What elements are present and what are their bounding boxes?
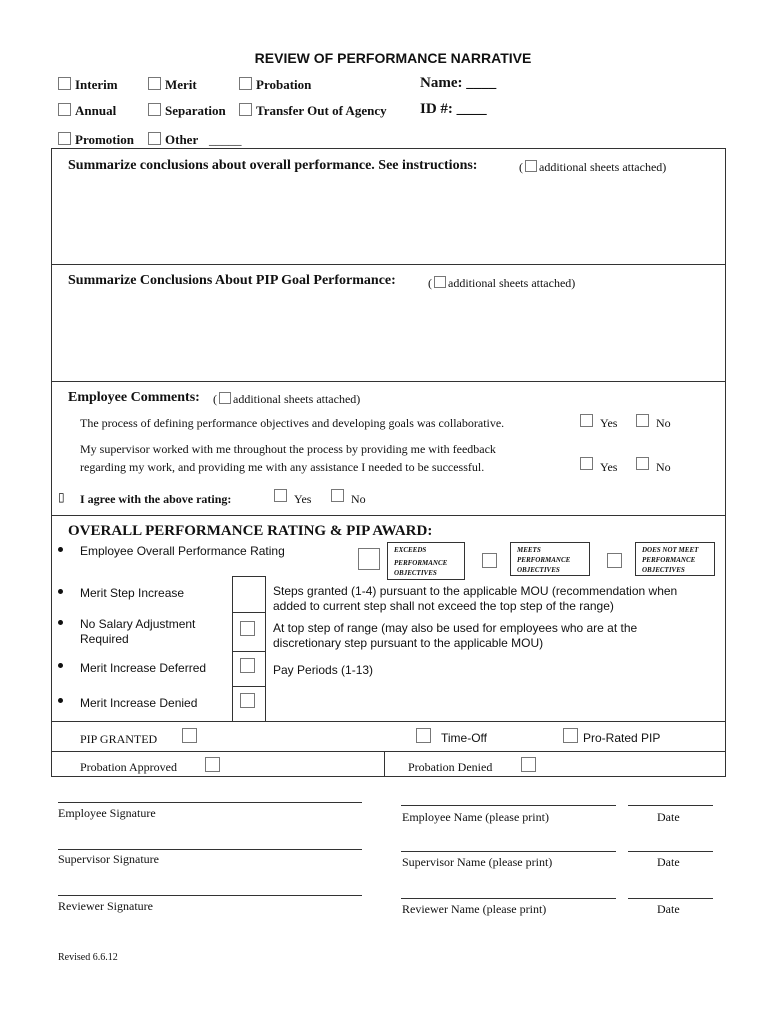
name-field[interactable]: Name: ____ (420, 75, 497, 91)
meets-checkbox[interactable] (482, 553, 497, 568)
q2-yes-checkbox[interactable] (580, 457, 593, 470)
no-salary-label-line1: No Salary Adjustment (80, 617, 196, 631)
probation-approved-label: Probation Approved (80, 760, 177, 774)
page-title: REVIEW OF PERFORMANCE NARRATIVE (254, 50, 532, 66)
supervisor-name-line[interactable] (401, 851, 616, 852)
comments-attached-label: additional sheets attached) (233, 392, 361, 406)
separation-checkbox[interactable] (148, 103, 161, 116)
reviewer-signature-line[interactable] (58, 895, 362, 896)
pro-rated-checkbox[interactable] (563, 728, 578, 743)
promotion-checkbox[interactable] (58, 132, 71, 145)
overall-rating-heading: OVERALL PERFORMANCE RATING & PIP AWARD: (68, 523, 433, 539)
pip-table-vdivider (384, 751, 385, 777)
exceeds-checkbox[interactable] (358, 548, 380, 570)
probation-denied-label: Probation Denied (408, 760, 493, 774)
section2-paren: ( (428, 276, 432, 290)
interim-checkbox[interactable] (58, 77, 71, 90)
section1-attached-checkbox[interactable] (525, 160, 537, 172)
separation-label: Separation (165, 103, 226, 118)
q1-yes-label: Yes (600, 416, 618, 430)
employee-signature-label: Employee Signature (58, 806, 156, 820)
q1-no-label: No (656, 416, 671, 430)
denied-label: Merit Increase Denied (80, 696, 198, 710)
supervisor-signature-line[interactable] (58, 849, 362, 850)
grid-row-line-1 (232, 612, 266, 613)
promotion-label: Promotion (75, 132, 134, 147)
does-not-meet-checkbox[interactable] (607, 553, 622, 568)
steps-granted-line2: added to current step shall not exceed the top step of the range) (273, 599, 614, 613)
pip-granted-label: PIP GRANTED (80, 732, 158, 746)
agree-yes-checkbox[interactable] (274, 489, 287, 502)
probation-approved-checkbox[interactable] (205, 757, 220, 772)
section2-attached-label: additional sheets attached) (448, 276, 576, 290)
deferred-label: Merit Increase Deferred (80, 661, 207, 675)
probation-label: Probation (256, 77, 312, 92)
bullet-icon (58, 547, 63, 552)
top-step-line1: At top step of range (may also be used for employees who are at the (273, 621, 638, 635)
pip-table-divider (51, 751, 726, 752)
no-salary-checkbox[interactable] (240, 621, 255, 636)
question-supervisor-line1: My supervisor worked with me throughout the process by providing me with feedback (80, 442, 496, 456)
pay-periods-label: Pay Periods (1-13) (273, 663, 374, 677)
agree-yes-label: Yes (294, 492, 312, 506)
deferred-checkbox[interactable] (240, 658, 255, 673)
employee-signature-line[interactable] (58, 802, 362, 803)
bullet-icon (58, 620, 63, 625)
section1-divider (51, 264, 726, 265)
form-left-border (51, 148, 52, 721)
employee-date-line[interactable] (628, 805, 713, 806)
exceeds-rating-box (387, 542, 465, 580)
overall-conclusions-heading: Summarize conclusions about overall performance. See instructions: (68, 158, 478, 173)
q2-no-label: No (656, 460, 671, 474)
merit-checkbox[interactable] (148, 77, 161, 90)
pro-rated-label: Pro-Rated PIP (583, 731, 661, 745)
reviewer-name-line[interactable] (401, 898, 616, 899)
reviewer-name-label: Reviewer Name (please print) (402, 902, 547, 916)
steps-granted-line1: Steps granted (1-4) pursuant to the applicable MOU (recommendation when (273, 584, 678, 598)
reviewer-date-line[interactable] (628, 898, 713, 899)
reviewer-signature-label: Reviewer Signature (58, 899, 153, 913)
question-supervisor-line2: regarding my work, and providing me with any assistance I needed to be successful. (80, 460, 485, 474)
pip-granted-checkbox[interactable] (182, 728, 197, 743)
time-off-label: Time-Off (441, 731, 488, 745)
merit-label: Merit (165, 77, 197, 92)
revision-note: Revised 6.6.12 (58, 952, 118, 963)
time-off-checkbox[interactable] (416, 728, 431, 743)
supervisor-date-line[interactable] (628, 851, 713, 852)
does-not-meet-rating-box (635, 542, 715, 576)
supervisor-name-label: Supervisor Name (please print) (402, 855, 553, 869)
bullet-icon (58, 698, 63, 703)
annual-label: Annual (75, 103, 117, 118)
pip-conclusions-heading: Summarize Conclusions About PIP Goal Performance: (68, 273, 396, 288)
transfer-checkbox[interactable] (239, 103, 252, 116)
employee-comments-heading: Employee Comments: (68, 390, 200, 405)
agree-rating-label: I agree with the above rating: (80, 492, 232, 506)
agree-marker-icon: ▯ (58, 490, 65, 504)
probation-checkbox[interactable] (239, 77, 252, 90)
employee-date-label: Date (657, 810, 680, 824)
notmeet-line2: PERFORMANCE (642, 556, 696, 564)
section2-attached-checkbox[interactable] (434, 276, 446, 288)
exceeds-line1: EXCEEDS (394, 546, 427, 554)
section2-divider (51, 381, 726, 382)
annual-checkbox[interactable] (58, 103, 71, 116)
comments-attached-checkbox[interactable] (219, 392, 231, 404)
transfer-label: Transfer Out of Agency (256, 103, 387, 118)
q1-yes-checkbox[interactable] (580, 414, 593, 427)
supervisor-date-label: Date (657, 855, 680, 869)
form-right-border (725, 148, 726, 721)
notmeet-line3: OBJECTIVES (642, 566, 685, 574)
meets-line2: PERFORMANCE (517, 556, 571, 564)
grid-row-line-3 (232, 686, 266, 687)
q1-no-checkbox[interactable] (636, 414, 649, 427)
exceeds-line2: PERFORMANCE (394, 559, 448, 567)
question-collaborative: The process of defining performance objectives and developing goals was collaborative. (80, 416, 505, 430)
notmeet-line1: DOES NOT MEET (642, 546, 699, 554)
q2-no-checkbox[interactable] (636, 457, 649, 470)
bullet-icon (58, 589, 63, 594)
other-blank[interactable]: _____ (209, 132, 242, 147)
agree-no-checkbox[interactable] (331, 489, 344, 502)
supervisor-signature-label: Supervisor Signature (58, 852, 159, 866)
q2-yes-label: Yes (600, 460, 618, 474)
comments-divider (51, 515, 726, 516)
meets-rating-box (510, 542, 590, 576)
id-field[interactable]: ID #: ____ (420, 101, 487, 117)
comments-paren: ( (213, 392, 217, 406)
grid-row-line-2 (232, 651, 266, 652)
meets-line3: OBJECTIVES (517, 566, 560, 574)
other-checkbox[interactable] (148, 132, 161, 145)
meets-line1: MEETS (517, 546, 541, 554)
agree-no-label: No (351, 492, 366, 506)
employee-name-line[interactable] (401, 805, 616, 806)
denied-checkbox[interactable] (240, 693, 255, 708)
other-label: Other (165, 132, 199, 147)
reviewer-date-label: Date (657, 902, 680, 916)
bullet-icon (58, 663, 63, 668)
section1-attached-label: additional sheets attached) (539, 160, 667, 174)
exceeds-line3: OBJECTIVES (394, 569, 437, 577)
employee-name-label: Employee Name (please print) (402, 810, 549, 824)
form-top-border (51, 148, 726, 149)
interim-label: Interim (75, 77, 118, 92)
section1-paren: ( (519, 160, 523, 174)
top-step-line2: discretionary step pursuant to the applicable MOU) (273, 636, 544, 650)
no-salary-label-line2: Required (80, 632, 129, 646)
probation-denied-checkbox[interactable] (521, 757, 536, 772)
merit-step-label: Merit Step Increase (80, 586, 185, 600)
overall-rating-label: Employee Overall Performance Rating (80, 544, 285, 558)
